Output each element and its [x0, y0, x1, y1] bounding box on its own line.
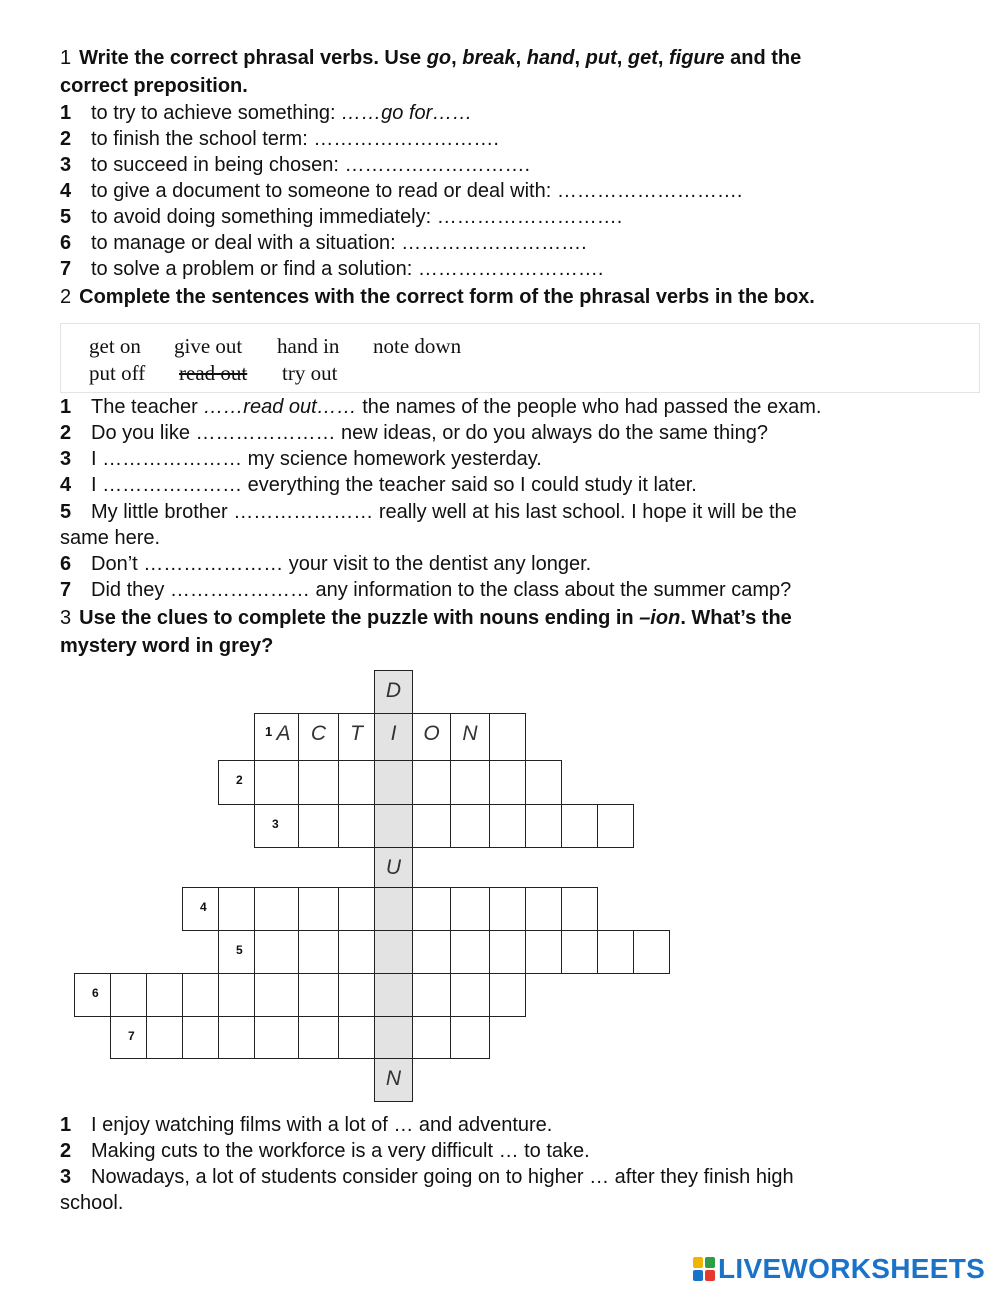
crossword-cell[interactable]: [412, 887, 451, 931]
ex2-item: 7 Did they ………………… any information to the class about the summer camp?: [60, 579, 792, 601]
crossword-cell[interactable]: [338, 713, 375, 761]
crossword-cell[interactable]: [146, 1016, 183, 1059]
logo-icon: [693, 1257, 715, 1281]
crossword-cell[interactable]: [561, 804, 598, 848]
crossword-cell[interactable]: [254, 1016, 299, 1059]
phrasal-verb-box: [60, 323, 980, 393]
crossword-cell[interactable]: [146, 973, 183, 1017]
crossword-cell[interactable]: [182, 973, 219, 1017]
ex1-blank[interactable]: to succeed in being chosen: ……………………….: [91, 154, 531, 176]
crossword-cell[interactable]: [182, 887, 219, 931]
crossword-cell[interactable]: [412, 930, 451, 974]
crossword-cell[interactable]: [489, 760, 526, 805]
mystery-cell[interactable]: [374, 930, 413, 974]
mystery-cell[interactable]: [374, 713, 413, 761]
mystery-cell[interactable]: [374, 973, 413, 1017]
crossword-cell[interactable]: [597, 804, 634, 848]
crossword-cell[interactable]: [489, 973, 526, 1017]
crossword-cell[interactable]: [525, 804, 562, 848]
crossword-cell[interactable]: [633, 930, 670, 974]
ex1-blank[interactable]: to give a document to someone to read or deal with: ……………………….: [91, 180, 743, 202]
mystery-cell[interactable]: [374, 760, 413, 805]
crossword-cell[interactable]: [489, 930, 526, 974]
mystery-cell[interactable]: [374, 887, 413, 931]
crossword-cell[interactable]: [525, 887, 562, 931]
clue-number: 1: [265, 724, 273, 739]
box-word: try out: [282, 361, 338, 385]
given-letter: I: [390, 722, 397, 745]
crossword-cell[interactable]: [298, 973, 339, 1017]
ex1-blank[interactable]: to avoid doing something immediately: ……………………….: [91, 206, 623, 228]
crossword-cell[interactable]: [338, 804, 375, 848]
crossword-cell[interactable]: [298, 887, 339, 931]
crossword-cell[interactable]: [525, 930, 562, 974]
ex3-clue-cont: school.: [60, 1192, 124, 1214]
crossword-cell[interactable]: [298, 760, 339, 805]
ex2-item: 5 My little brother ………………… really well at his last school. I hope it will be the: [60, 501, 797, 523]
ex3-clue: 1 I enjoy watching films with a lot of … and adventure.: [60, 1114, 553, 1136]
ex2-blank[interactable]: Don’t ………………… your visit to the dentist any longer.: [91, 553, 592, 575]
ex2-item: 4 I ………………… everything the teacher said so I could study it later.: [60, 474, 697, 496]
ex1-item: 2 to finish the school term: ……………………….: [60, 128, 499, 150]
crossword-cell[interactable]: [412, 973, 451, 1017]
crossword-cell[interactable]: [489, 887, 526, 931]
crossword-cell[interactable]: [450, 760, 490, 805]
crossword-cell[interactable]: [254, 804, 299, 848]
crossword-cell[interactable]: [254, 887, 299, 931]
box-word: note down: [373, 334, 462, 358]
ex2-blank[interactable]: My little brother ………………… really well at his last school. I hope it will be the: [91, 501, 797, 523]
crossword-cell[interactable]: [218, 760, 255, 805]
crossword-cell[interactable]: [561, 887, 598, 931]
crossword-cell[interactable]: [525, 760, 562, 805]
ex2-blank[interactable]: Do you like ………………… new ideas, or do you always do the same thing?: [91, 422, 768, 444]
mystery-cell[interactable]: [374, 804, 413, 848]
crossword-cell[interactable]: [110, 973, 147, 1017]
exercise3-heading-cont: mystery word in grey?: [60, 635, 274, 657]
clue-number: 7: [128, 1029, 135, 1043]
box-word: get on: [89, 334, 141, 358]
clue-number: 2: [236, 773, 243, 787]
ex1-item: 5 to avoid doing something immediately: ……………………….: [60, 206, 623, 228]
ex2-item-cont: same here.: [60, 527, 161, 549]
ex2-item: 6 Don’t ………………… your visit to the dentist any longer.: [60, 553, 592, 575]
crossword-cell[interactable]: [338, 1016, 375, 1059]
exercise2-number: 2: [60, 286, 72, 308]
exercise3-number: 3: [60, 607, 72, 629]
ex2-blank[interactable]: Did they ………………… any information to the class about the summer camp?: [91, 579, 792, 601]
crossword-cell[interactable]: [218, 887, 255, 931]
ex2-blank[interactable]: I ………………… everything the teacher said so I could study it later.: [91, 474, 697, 496]
mystery-cell[interactable]: [374, 670, 413, 714]
ex2-blank[interactable]: I ………………… my science homework yesterday.: [91, 448, 542, 470]
crossword-cell[interactable]: [254, 713, 299, 761]
crossword-cell[interactable]: [597, 930, 634, 974]
given-letter: U: [385, 856, 402, 879]
crossword-cell[interactable]: [338, 930, 375, 974]
liveworksheets-logo: [693, 1253, 985, 1285]
box-word: hand in: [277, 334, 340, 358]
ex1-blank[interactable]: to finish the school term: ……………………….: [91, 128, 499, 150]
crossword-cell[interactable]: [412, 1016, 451, 1059]
crossword-cell[interactable]: [450, 713, 490, 761]
given-letter: N: [462, 722, 478, 745]
ex1-item: 1 to try to achieve something: ……go for……: [60, 102, 473, 124]
crossword-cell[interactable]: [298, 930, 339, 974]
given-letter: A: [276, 722, 291, 745]
crossword-cell[interactable]: [182, 1016, 219, 1059]
mystery-cell[interactable]: [374, 1016, 413, 1059]
crossword-cell[interactable]: [110, 1016, 147, 1059]
crossword-cell[interactable]: [412, 760, 451, 805]
mystery-cell[interactable]: [374, 847, 413, 888]
crossword-cell[interactable]: [338, 760, 375, 805]
given-letter: N: [385, 1067, 402, 1090]
ex3-clue: 3 Nowadays, a lot of students consider going on to higher … after they finish high: [60, 1166, 794, 1188]
ex2-item: 1 The teacher ……read out…… the names of the people who had passed the exam.: [60, 396, 822, 418]
crossword-cell[interactable]: [450, 804, 490, 848]
ex1-blank[interactable]: to solve a problem or find a solution: ……………………….: [91, 258, 604, 280]
crossword-cell[interactable]: [450, 1016, 490, 1059]
crossword-cell[interactable]: [254, 930, 299, 974]
ex2-item: 3 I ………………… my science homework yesterday.: [60, 448, 542, 470]
ex3-clue: 2 Making cuts to the workforce is a very difficult … to take.: [60, 1140, 590, 1162]
crossword-cell[interactable]: [338, 973, 375, 1017]
box-word: give out: [174, 334, 243, 358]
ex1-item: 3 to succeed in being chosen: ……………………….: [60, 154, 531, 176]
ex1-item: 4 to give a document to someone to read or deal with: ……………………….: [60, 180, 743, 202]
crossword-cell[interactable]: [254, 760, 299, 805]
crossword-cell[interactable]: [450, 887, 490, 931]
crossword-cell[interactable]: [412, 804, 451, 848]
logo-text: LIVEWORKSHEETS: [718, 1253, 986, 1284]
clue-number: 4: [200, 900, 207, 914]
given-letter: T: [350, 722, 363, 745]
clue-number: 5: [236, 943, 243, 957]
crossword-cell[interactable]: [298, 804, 339, 848]
ex2-answer-1[interactable]: ……read out……: [203, 396, 357, 418]
crossword-cell[interactable]: [218, 973, 255, 1017]
crossword-cell[interactable]: [561, 930, 598, 974]
ex1-item: 6 to manage or deal with a situation: ……………………….: [60, 232, 587, 254]
clue-number: 6: [92, 986, 99, 1000]
box-word: put off: [89, 361, 146, 385]
crossword-cell[interactable]: [489, 713, 526, 761]
crossword-cell[interactable]: [218, 930, 255, 974]
crossword-cell[interactable]: [298, 713, 339, 761]
ex1-answer-1[interactable]: ……go for……: [341, 102, 473, 124]
given-letter: O: [423, 722, 440, 745]
crossword-cell[interactable]: [412, 713, 451, 761]
exercise1-heading-cont: correct preposition.: [60, 75, 248, 97]
mystery-cell[interactable]: [374, 1058, 413, 1102]
crossword-cell[interactable]: [218, 1016, 255, 1059]
exercise1-number: 1: [60, 47, 72, 69]
box-word-used: read out: [179, 361, 248, 385]
crossword-cell[interactable]: [338, 887, 375, 931]
exercise3-heading: 3 Use the clues to complete the puzzle with nouns ending in –ion. What’s the: [60, 607, 792, 629]
exercise1-heading: 1 Write the correct phrasal verbs. Use go, break, hand, put, get, figure and the: [60, 47, 802, 69]
clue-number: 3: [272, 817, 279, 831]
crossword-cell[interactable]: [254, 973, 299, 1017]
ex2-item: 2 Do you like ………………… new ideas, or do you always do the same thing?: [60, 422, 768, 444]
ex1-blank[interactable]: to manage or deal with a situation: ……………………….: [91, 232, 587, 254]
exercise2-heading: 2 Complete the sentences with the correct form of the phrasal verbs in the box.: [60, 286, 815, 308]
given-letter: D: [385, 679, 402, 702]
crossword-cell[interactable]: [74, 973, 111, 1017]
crossword-cell[interactable]: [450, 973, 490, 1017]
crossword-cell[interactable]: [298, 1016, 339, 1059]
ex1-item: 7 to solve a problem or find a solution: ……………………….: [60, 258, 604, 280]
crossword-cell[interactable]: [450, 930, 490, 974]
crossword-cell[interactable]: [489, 804, 526, 848]
given-letter: C: [310, 722, 327, 745]
